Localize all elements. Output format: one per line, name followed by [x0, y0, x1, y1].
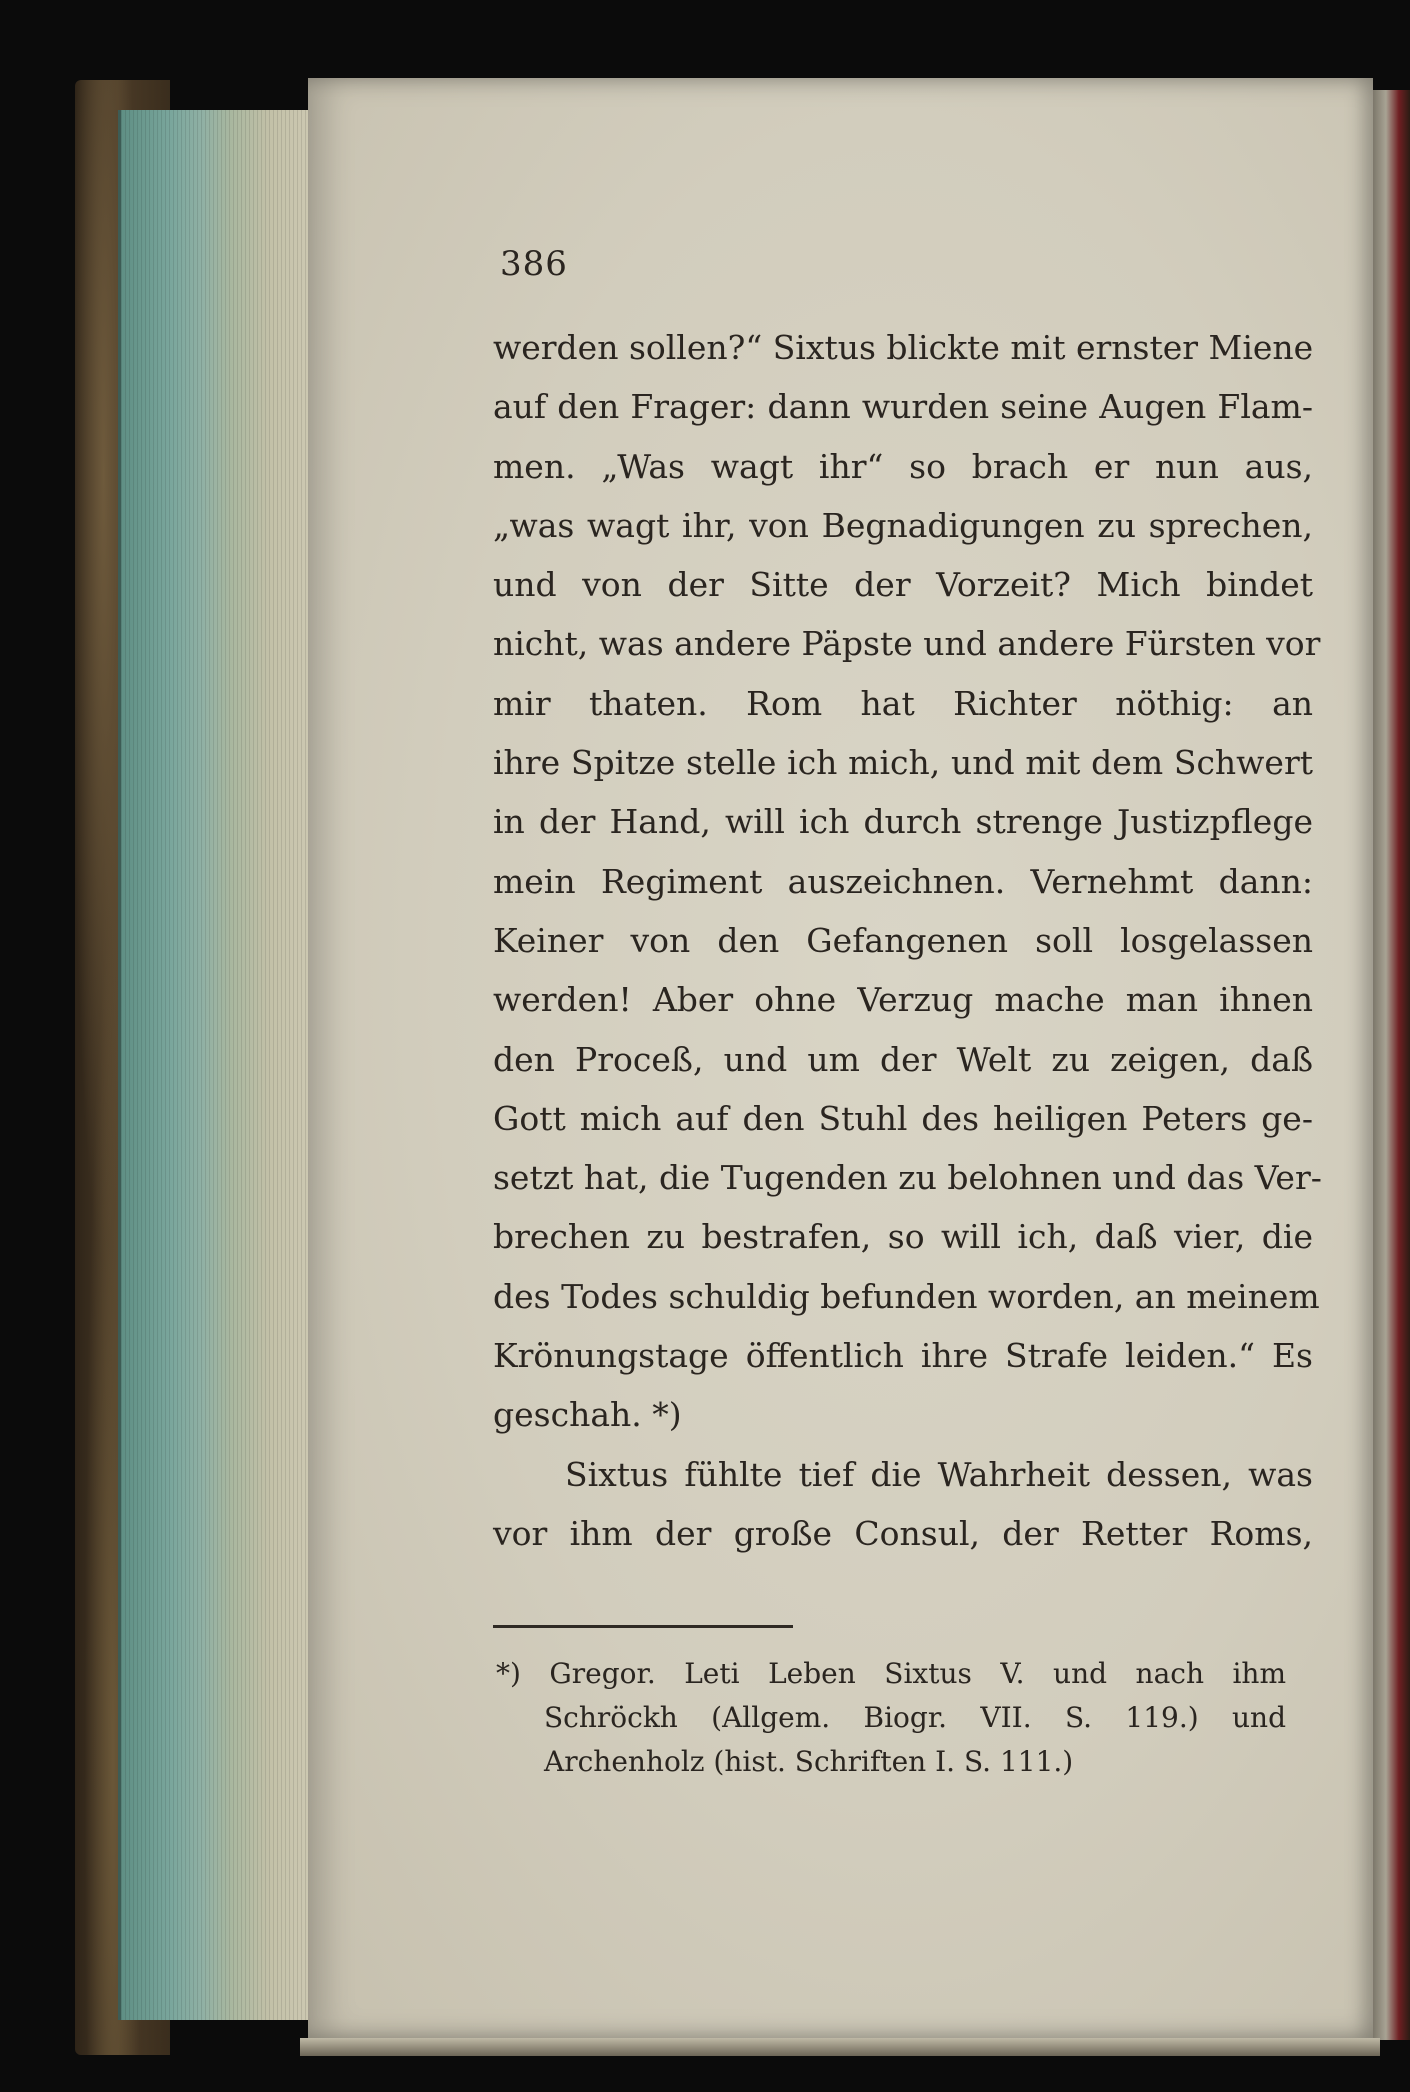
page-edges	[118, 110, 321, 2020]
text-line: werden! Aber ohne Verzug mache man ihnen	[493, 980, 1313, 1020]
book-gutter	[1373, 90, 1410, 2040]
text-line: mein Regiment auszeichnen. Vernehmt dann:	[493, 861, 1313, 901]
text-line: in der Hand, will ich durch strenge Justizpflege	[493, 802, 1313, 842]
text-line: mir thaten. Rom hat Richter nöthig: an	[493, 683, 1313, 723]
footnote-line: Archenholz (hist. Schriften I. S. 111.)	[544, 1745, 1074, 1778]
text-line: geschah. *)	[493, 1395, 682, 1435]
text-line: Sixtus fühlte tief die Wahrheit dessen, was	[565, 1454, 1313, 1494]
page-number: 386	[500, 244, 568, 284]
page-bottom-edge	[300, 2038, 1380, 2056]
text-line: Keiner von den Gefangenen soll losgelassen	[493, 920, 1313, 960]
text-line: Gott mich auf den Stuhl des heiligen Peters ge-	[493, 1098, 1313, 1138]
text-line: vor ihm der große Consul, der Retter Roms,	[493, 1513, 1313, 1553]
text-line: brechen zu bestrafen, so will ich, daß vier, die	[493, 1217, 1313, 1257]
text-line: Krönungstage öffentlich ihre Strafe leiden.“ Es	[493, 1336, 1313, 1376]
text-line: auf den Frager: dann wurden seine Augen Flam-	[493, 387, 1313, 427]
footnote-line: Schröckh (Allgem. Biogr. VII. S. 119.) und	[544, 1701, 1286, 1734]
text-line: men. „Was wagt ihr“ so brach er nun aus,	[493, 446, 1313, 486]
text-line: und von der Sitte der Vorzeit? Mich bindet	[493, 565, 1313, 605]
body-text	[493, 318, 1322, 1563]
text-line: ihre Spitze stelle ich mich, und mit dem Schwert	[493, 743, 1313, 783]
text-line: setzt hat, die Tugenden zu belohnen und das Ver-	[493, 1158, 1322, 1198]
footnote-rule	[493, 1625, 793, 1628]
footnotes	[496, 1652, 1286, 1784]
text-line: nicht, was andere Päpste und andere Fürsten vor	[493, 624, 1321, 664]
text-line: „was wagt ihr, von Begnadigungen zu sprechen,	[493, 505, 1313, 545]
text-line: den Proceß, und um der Welt zu zeigen, daß	[493, 1039, 1313, 1079]
footnote-line: *) Gregor. Leti Leben Sixtus V. und nach ihm	[496, 1657, 1286, 1690]
text-line: werden sollen?“ Sixtus blickte mit ernster Miene	[493, 328, 1314, 367]
text-line: des Todes schuldig befunden worden, an meinem	[493, 1276, 1320, 1316]
